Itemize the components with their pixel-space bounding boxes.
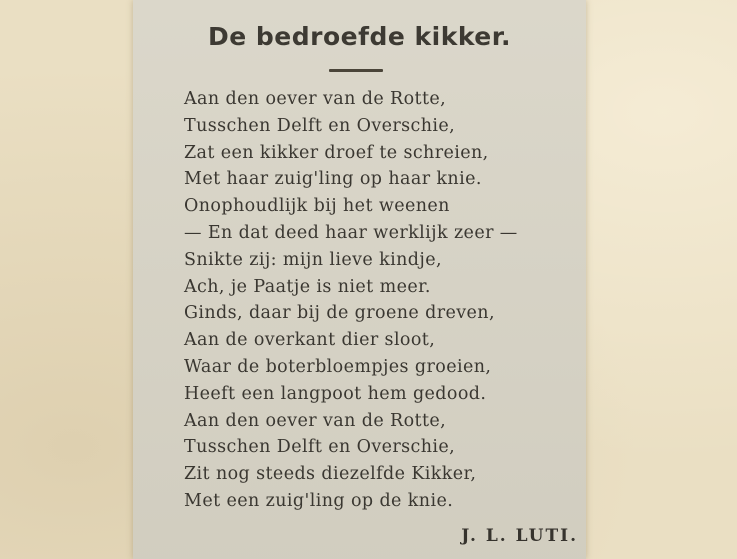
poem-line: Ginds, daar bij de groene dreven, (184, 303, 495, 324)
poem-line: Zit nog steeds diezelfde Kikker, (184, 464, 477, 485)
poem-line: Waar de boterbloempjes groeien, (184, 356, 492, 377)
poem-line: Aan den oever van de Rotte, (184, 89, 447, 109)
poem-line: Ach, je Paatje is niet meer. (184, 276, 431, 297)
poem-line: Aan de overkant dier sloot, (184, 330, 436, 351)
poem-line: Met haar zuig'ling op haar knie. (184, 169, 482, 190)
poem-line: Onophoudlijk bij het weenen (184, 196, 450, 217)
poem-author: J. L. LUTI. (461, 526, 578, 546)
poem-line: Met een zuig'ling op de knie. (184, 490, 454, 511)
title-divider (329, 69, 383, 72)
poem-line: Snikte zij: mijn lieve kindje, (184, 249, 442, 270)
poem-body (184, 86, 518, 515)
poem-line: Aan den oever van de Rotte, (184, 410, 447, 431)
poem-title: De bedroefde kikker. (207, 22, 512, 51)
poem-line: Heeft een langpoot hem gedood. (184, 383, 487, 404)
poem-line: Tusschen Delft en Overschie, (184, 115, 456, 136)
poem-line: Zat een kikker droef te schreien, (184, 142, 489, 163)
newspaper-clipping (133, 0, 586, 559)
poem-line: — En dat deed haar werklijk zeer — (184, 222, 518, 243)
poem-line: Tusschen Delft en Overschie, (184, 437, 456, 458)
